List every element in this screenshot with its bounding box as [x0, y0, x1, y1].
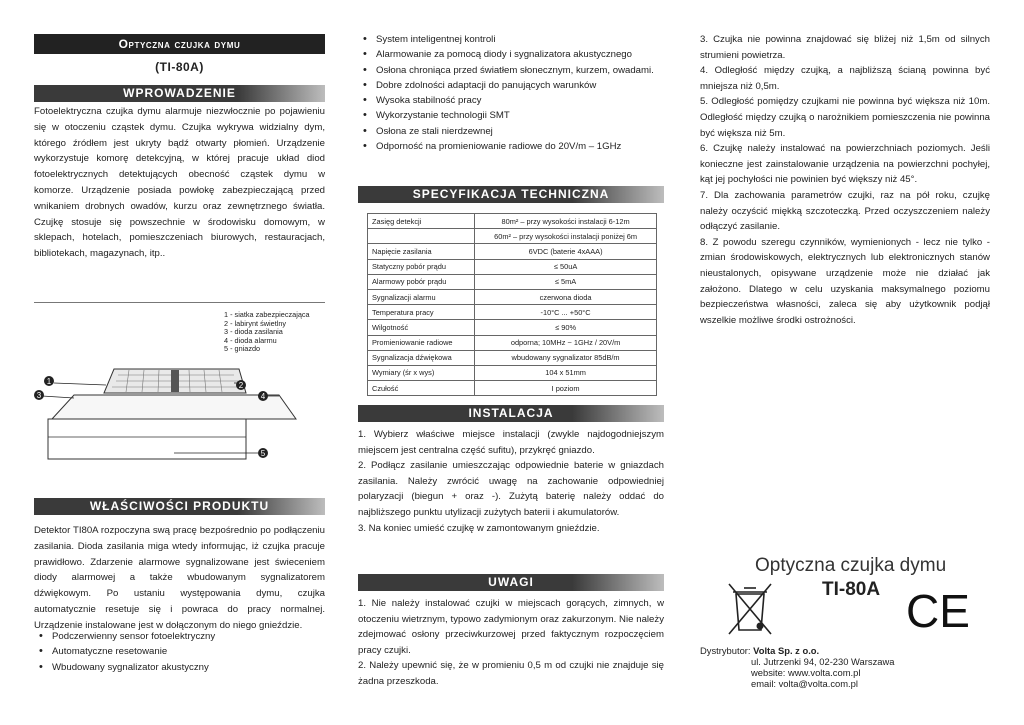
- spec-value: ≤ 90%: [475, 320, 657, 335]
- distributor-email[interactable]: email: volta@volta.com.pl: [751, 678, 858, 689]
- props-heading: WŁAŚCIWOŚCI PRODUKTU: [34, 498, 325, 515]
- spec-value: czerwona dioda: [475, 289, 657, 304]
- legend-item: 3 - dioda zasilania: [224, 327, 283, 336]
- note-item: 6. Czujkę należy instalować na powierzchniach poziomych. Jeśli konieczne jest zainstalowanie urządzenia na powierzchni pochyłej, kąt jej pochyłości nie powinien być większy niż 45°.: [700, 143, 990, 186]
- spec-label: Napięcie zasilania: [368, 244, 475, 259]
- legend-item: 4 - dioda alarmu: [224, 335, 277, 345]
- spec-value: 6VDC (baterie 4xAAA): [475, 244, 657, 259]
- list-item: • Osłona chroniąca przed światłem słonecznym, kurzem, owadami.: [358, 63, 664, 78]
- spec-value: 80m² – przy wysokości instalacji 6-12m: [475, 214, 657, 229]
- features-list: [358, 32, 664, 154]
- marker-3: 3: [36, 391, 42, 400]
- install-heading: INSTALACJA: [358, 405, 664, 422]
- intro-heading: WPROWADZENIE: [34, 85, 325, 102]
- marker-2: 2: [238, 381, 244, 390]
- spec-label: Sygnalizacja dźwiękowa: [368, 350, 475, 365]
- table-row: [368, 350, 657, 365]
- list-item: • Automatyczne resetowanie: [34, 644, 325, 659]
- props-bullets: [34, 629, 325, 675]
- note-item: 7. Dla zachowania parametrów czujki, raz na pół roku, czujkę należy oczyścić miękką szczoteczką. Przed oczyszczeniem należy odłączyć zasilanie.: [700, 189, 990, 233]
- cover-model: TI-80A: [822, 579, 881, 600]
- spec-label: Temperatura pracy: [368, 305, 475, 320]
- list-item: • Dobre zdolności adaptacji do panujących warunków: [358, 78, 664, 93]
- note-item: 5. Odległość pomiędzy czujkami nie powinna być większa niż 10m. Odległość między czujką o narożnikiem pomieszczenia nie powinna być większa niż 5m.: [700, 96, 990, 139]
- intro-text: Fotoelektryczna czujka dymu alarmuje niezwłocznie po pojawieniu się w otoczeniu cząstek dymu. Czujka wykrywa widzialny dym, którego źródłem jest ukryty bądź otwarty płomień. Urządzenie wykorzystuje komorę detekcyjną, w której pracuje układ diod fotoelektrycznych detektujących obecność cząstek dymu w komorze. Urządzenie posiada powłokę zabezpieczającą przed wnikaniem drobnych owadów, kurzu oraz zewnętrznego światła. Czujkę stosuje się powszechnie w środowisku domowym, w sklepach, hotelach, pomieszczeniach biurowych, restauracjach, bibliotekach, magazynach, itp..: [34, 106, 325, 260]
- list-item: • Alarmowanie za pomocą diody i sygnalizatora akustycznego: [358, 47, 664, 62]
- table-row: [368, 335, 657, 350]
- spec-table: [367, 213, 657, 396]
- table-row: [368, 229, 657, 244]
- document-title: Optyczna czujka dymu: [118, 37, 241, 51]
- spec-value: ≤ 50uA: [475, 259, 657, 274]
- distributor-website[interactable]: website: www.volta.com.pl: [751, 667, 861, 678]
- table-row: [368, 274, 657, 289]
- spec-value: odporna; 10MHz ~ 1GHz / 20V/m: [475, 335, 657, 350]
- legend-item: 2 - labirynt świetlny: [224, 318, 287, 328]
- install-step: 3. Na koniec umieść czujkę w zamontowanym gnieździe.: [358, 522, 600, 534]
- spec-value: 60m² – przy wysokości instalacji poniżej 6m: [475, 229, 657, 244]
- spec-value: -10°C ... +50°C: [475, 305, 657, 320]
- table-row: [368, 305, 657, 320]
- marker-5: 5: [260, 449, 266, 458]
- model-heading: (TI-80A): [155, 60, 204, 74]
- table-row: [368, 365, 657, 380]
- install-steps: [358, 427, 664, 536]
- list-item: • Wykorzystanie technologii SMT: [358, 108, 664, 123]
- table-row: [368, 244, 657, 259]
- spec-label: Wilgotność: [368, 320, 475, 335]
- list-item: • Wbudowany sygnalizator akustyczny: [34, 660, 325, 675]
- spec-value: 104 x 51mm: [475, 365, 657, 380]
- install-step: 2. Podłącz zasilanie umieszczając odpowiednie baterie w gniazdach zasilania. Należy zwrócić uwagę na zachowanie odpowiedniej polaryzacji (biegun + oraz -). Zużytą baterię należy oddać do najbliższego punktu utylizacji zużytych baterii i akumulatorów.: [358, 460, 664, 518]
- spec-label: Statyczny pobór prądu: [368, 259, 475, 274]
- weee-bin-icon: [724, 580, 776, 638]
- ce-mark-text: CE: [906, 585, 970, 635]
- table-row: [368, 289, 657, 304]
- distributor-address: ul. Jutrzenki 94, 02-230 Warszawa: [751, 656, 895, 667]
- marker-1: 1: [46, 377, 52, 386]
- spec-label: Sygnalizacji alarmu: [368, 289, 475, 304]
- spec-value: wbudowany sygnalizator 85dB/m: [475, 350, 657, 365]
- spec-label: Wymiary (śr x wys): [368, 365, 475, 380]
- note-item: 3. Czujka nie powinna znajdować się bliżej niż 1,5m od silnych strumieni powietrza.: [700, 34, 990, 61]
- spec-label: [368, 229, 475, 244]
- list-item: • Odporność na promieniowanie radiowe do 20V/m – 1GHz: [358, 139, 664, 154]
- legend-item: 5 - gniazdo: [224, 344, 261, 353]
- notes-continued: [700, 32, 990, 328]
- table-row: [368, 320, 657, 335]
- distributor-name: Volta Sp. z o.o.: [753, 645, 820, 656]
- table-row: [368, 214, 657, 229]
- notes-list: [358, 596, 664, 690]
- legend-item: 1 - siatka zabezpieczająca: [224, 310, 310, 319]
- ce-mark-icon: [904, 585, 970, 635]
- note-item: 4. Odległość między czujką, a najbliższą ścianą powinna być mniejsza niż 0,5m.: [700, 65, 990, 92]
- spec-value: I poziom: [475, 381, 657, 396]
- detector-diagram: [34, 302, 325, 489]
- detector-drawing: [34, 303, 325, 489]
- list-item: • Wysoka stabilność pracy: [358, 93, 664, 108]
- marker-4: 4: [260, 392, 266, 401]
- distributor-block: [700, 645, 990, 689]
- table-row: [368, 259, 657, 274]
- note-item: 1. Nie należy instalować czujki w miejscach gorących, zimnych, w otoczeniu wietrznym, typowo zadymionym oraz zakurzonym. Nie należy zdejmować osłony przeciwkurzowej przed faktycznym rozpoczęciem pracy czujki.: [358, 598, 664, 656]
- props-text: Detektor TI80A rozpoczyna swą pracę bezpośrednio po podłączeniu zasilania. Dioda zasilania miga wtedy informując, iż czujka pracuje prawidłowo. Zdarzenie alarmowe sygnalizowane jest świeceniem diody alarmowej a także wbudowanym sygnalizatorem dźwiękowym. Po ustaniu występowania dymu, czujka automatycznie resetuje się i powraca do pracy normalnej. Urządzenie instalowane jest w dołączonym do niego gnieździe.: [34, 525, 325, 631]
- mesh-divider: [171, 370, 179, 392]
- distributor-label: Dystrybutor:: [700, 645, 751, 656]
- spec-label: Promieniowanie radiowe: [368, 335, 475, 350]
- list-item: • Podczerwienny sensor fotoelektryczny: [34, 629, 325, 644]
- table-row: [368, 381, 657, 396]
- cover-title: Optyczna czujka dymu: [755, 555, 947, 576]
- spec-heading: SPECYFIKACJA TECHNICZNA: [358, 186, 664, 203]
- list-item: • System inteligentnej kontroli: [358, 32, 664, 47]
- distributor-line: [700, 645, 990, 656]
- install-step: 1. Wybierz właściwe miejsce instalacji (zwykle najdogodniejszym miejscem jest centralna część sufitu), przykręć gniazdo.: [358, 429, 664, 456]
- spec-label: Alarmowy pobór prądu: [368, 274, 475, 289]
- title-bar: [34, 34, 325, 54]
- spec-label: Czułość: [368, 381, 475, 396]
- spec-label: Zasięg detekcji: [368, 214, 475, 229]
- spec-value: ≤ 5mA: [475, 274, 657, 289]
- notes-heading: UWAGI: [358, 574, 664, 591]
- note-item: 8. Z powodu szeregu czynników, wymienionych - lecz nie tylko - zmian środowiskowych, elektrycznych lub elektronicznych stanów nieustalonych, opisywane urządzenie może nie działać jak założono. Dlatego w celu uzyskania maksymalnego poziomu bezpieczeństwa własności, zaleca się aby użytkownik podjął wszelkie możliwe środki ostrożności.: [700, 236, 990, 326]
- note-item: 2. Należy upewnić się, że w promieniu 0,5 m od czujki nie znajduje się żadna przeszkoda.: [358, 660, 664, 687]
- list-item: • Osłona ze stali nierdzewnej: [358, 124, 664, 139]
